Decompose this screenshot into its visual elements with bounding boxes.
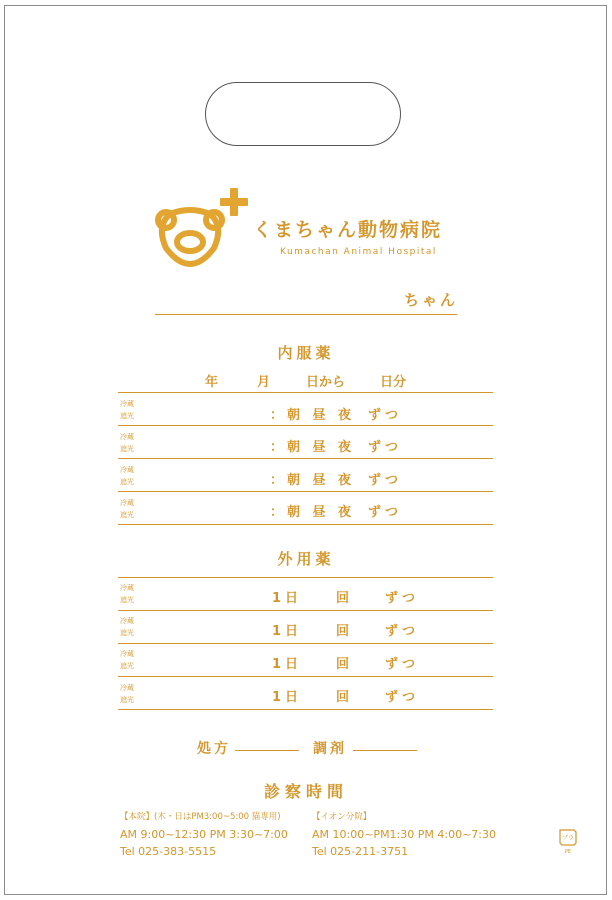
internal-medicine-title: 内服薬 [277, 344, 335, 362]
row-label-shade: 遮光 [120, 412, 134, 420]
row-label-shade: 遮光 [120, 662, 134, 670]
external-rule [118, 610, 493, 611]
external-rule-top [118, 577, 493, 578]
external-rule-bottom [118, 709, 493, 710]
recycle-pla-icon [557, 826, 579, 856]
row-label-refrigerate: 冷蔵 [120, 684, 134, 692]
per-day: 1日 [272, 624, 303, 639]
dispense-label: 調剤 [313, 741, 347, 757]
bag-handle-hole [205, 82, 401, 146]
per-day: 1日 [272, 690, 303, 705]
row-label-refrigerate: 冷蔵 [120, 617, 134, 625]
dose-timing: ：朝 昼 夜 [270, 408, 356, 423]
prescribe-label: 処方 [197, 741, 231, 757]
internal-rule [118, 458, 493, 459]
date-year: 年 [205, 375, 219, 390]
dose-each: ずつ [385, 657, 420, 672]
date-days: 日分 [380, 375, 407, 390]
internal-rule-bottom [118, 524, 493, 525]
patient-name-line [155, 314, 457, 315]
aeon-clinic-tel: Tel 025-211-3751 [312, 845, 409, 858]
prescribe-line [235, 750, 299, 751]
recycle-mark-sub: PE [564, 849, 572, 855]
per-day: 1日 [272, 657, 303, 672]
dose-each: ずつ [368, 473, 403, 488]
times: 回 [336, 591, 354, 606]
aeon-clinic-info [312, 809, 496, 860]
times: 回 [336, 624, 354, 639]
times: 回 [336, 657, 354, 672]
hospital-name: くまちゃん動物病院 [253, 219, 443, 241]
dose-timing: ：朝 昼 夜 [270, 473, 356, 488]
row-label-refrigerate: 冷蔵 [120, 400, 134, 408]
internal-rule [118, 491, 493, 492]
row-label-shade: 遮光 [120, 478, 134, 486]
dose-each: ずつ [385, 624, 420, 639]
hospital-name-english: Kumachan Animal Hospital [280, 247, 437, 257]
times: 回 [336, 690, 354, 705]
dose-each: ずつ [385, 690, 420, 705]
dose-timing: ：朝 昼 夜 [270, 505, 356, 520]
patient-suffix: ちゃん [404, 291, 459, 309]
per-day: 1日 [272, 591, 303, 606]
row-label-shade: 遮光 [120, 445, 134, 453]
dose-each: ずつ [385, 591, 420, 606]
row-label-refrigerate: 冷蔵 [120, 466, 134, 474]
main-clinic-hours: AM 9:00~12:30 PM 3:30~7:00 [120, 828, 288, 841]
dose-each: ずつ [368, 440, 403, 455]
external-rule [118, 643, 493, 644]
dose-timing: ：朝 昼 夜 [270, 440, 356, 455]
row-label-shade: 遮光 [120, 596, 134, 604]
external-medicine-title: 外用薬 [277, 550, 335, 568]
main-clinic-heading: 【本院】(木・日はPM3:00~5:00 猫専用) [120, 812, 281, 822]
row-label-shade: 遮光 [120, 696, 134, 704]
dose-each: ずつ [368, 408, 403, 423]
dispense-line [353, 750, 417, 751]
external-rule [118, 676, 493, 677]
hours-title: 診察時間 [263, 782, 348, 801]
row-label-refrigerate: 冷蔵 [120, 584, 134, 592]
internal-rule [118, 425, 493, 426]
date-from: 日から [306, 375, 346, 390]
bear-logo-icon [152, 180, 252, 270]
row-label-shade: 遮光 [120, 629, 134, 637]
main-clinic-info [120, 809, 288, 860]
row-label-refrigerate: 冷蔵 [120, 499, 134, 507]
row-label-refrigerate: 冷蔵 [120, 650, 134, 658]
aeon-clinic-hours: AM 10:00~PM1:30 PM 4:00~7:30 [312, 828, 496, 841]
date-month: 月 [257, 375, 271, 390]
internal-rule-top [118, 392, 493, 393]
main-clinic-tel: Tel 025-383-5515 [120, 845, 217, 858]
row-label-shade: 遮光 [120, 511, 134, 519]
row-label-refrigerate: 冷蔵 [120, 433, 134, 441]
dose-each: ずつ [368, 505, 403, 520]
aeon-clinic-heading: 【イオン分院】 [312, 812, 372, 822]
recycle-mark-text: プラ [561, 835, 575, 842]
